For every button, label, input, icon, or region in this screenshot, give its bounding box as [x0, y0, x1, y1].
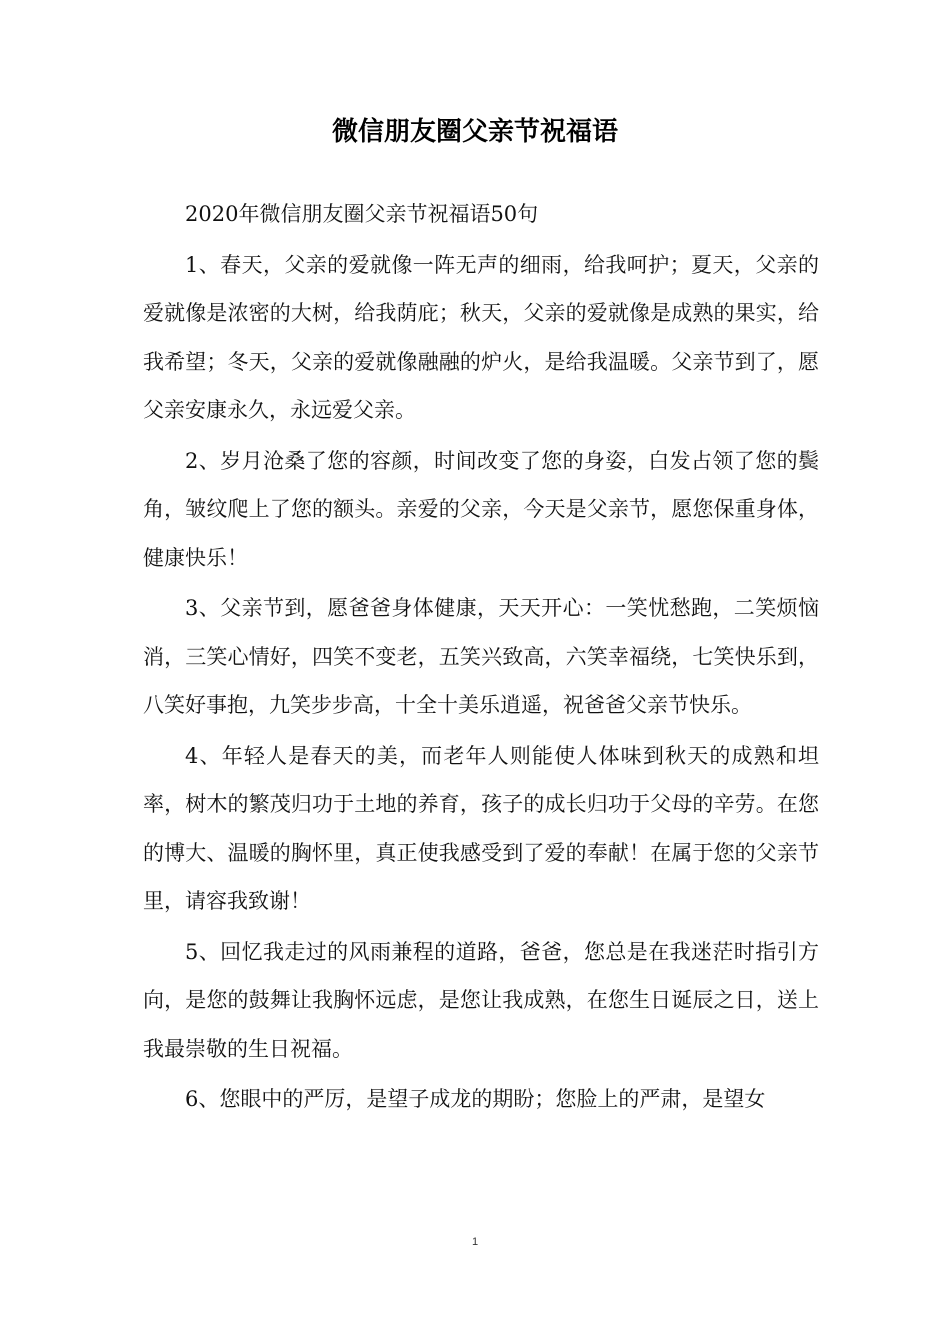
blessing-paragraph-3: 3、父亲节到，愿爸爸身体健康，天天开心：一笑忧愁跑，二笑烦恼消，三笑心情好，四笑不变老，五笑兴致高，六笑幸福绕，七笑快乐到，八笑好事抱，九笑步步高，十全十美乐逍遥，祝爸爸父亲节快乐。 [143, 596, 819, 717]
blessing-paragraph-2: 2、岁月沧桑了您的容颜，时间改变了您的身姿，白发占领了您的鬓角，皱纹爬上了您的额头。亲爱的父亲，今天是父亲节，愿您保重身体，健康快乐！ [143, 448, 819, 570]
page-number: 1 [471, 1236, 479, 1248]
document-body [143, 190, 819, 1126]
blessing-paragraph-5: 5、回忆我走过的风雨兼程的道路，爸爸，您总是在我迷茫时指引方向，是您的鼓舞让我胸怀远虑，是您让我成熟，在您生日诞辰之日，送上我最崇敬的生日祝福。 [143, 939, 819, 1061]
document-title: 微信朋友圈父亲节祝福语 [331, 117, 618, 147]
intro-paragraph: 2020年微信朋友圈父亲节祝福语50句 [185, 202, 539, 226]
blessing-paragraph-6: 6、您眼中的严厉，是望子成龙的期盼；您脸上的严肃，是望女 [185, 1087, 766, 1111]
blessing-paragraph-4: 4、年轻人是春天的美，而老年人则能使人体味到秋天的成熟和坦率，树木的繁茂归功于土地的养育，孩子的成长归功于父母的辛劳。在您的博大、温暖的胸怀里，真正使我感受到了爱的奉献！在属于您的父亲节里，请容我致谢！ [143, 743, 819, 913]
blessing-paragraph-1: 1、春天，父亲的爱就像一阵无声的细雨，给我呵护；夏天，父亲的爱就像是浓密的大树，给我荫庇；秋天，父亲的爱就像是成熟的果实，给我希望；冬天，父亲的爱就像融融的炉火，是给我温暖。父亲节到了，愿父亲安康永久，永远爱父亲。 [143, 252, 819, 422]
